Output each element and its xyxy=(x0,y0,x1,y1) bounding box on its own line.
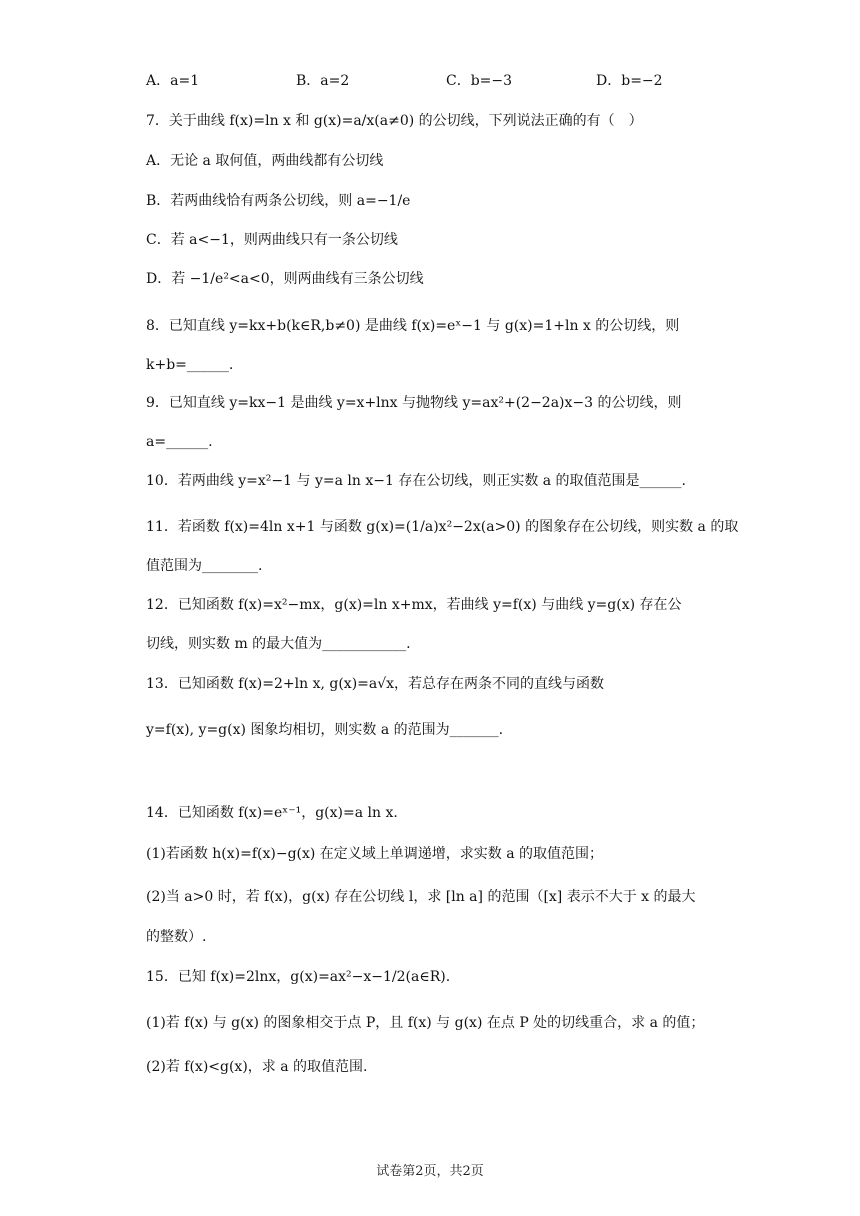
option-d: D．b=−2 xyxy=(596,73,663,89)
question-15: 15．已知 f(x)=2lnx，g(x)=ax²−x−1/2(a∈R). xyxy=(146,969,451,985)
question-8-answer: k+b=______. xyxy=(146,357,234,373)
question-14-part2: (2)当 a>0 时，若 f(x)，g(x) 存在公切线 l，求 [ln a] 的范围（[x] 表示不大于 x 的最大 xyxy=(146,889,696,905)
option-b: B．a=2 xyxy=(296,73,350,89)
question-14: 14．已知函数 f(x)=eˣ⁻¹，g(x)=a ln x. xyxy=(146,805,398,821)
question-8: 8．已知直线 y=kx+b(k∈R,b≠0) 是曲线 f(x)=eˣ−1 与 g(x)=1+ln x 的公切线，则 xyxy=(146,318,680,334)
question-10: 10．若两曲线 y=x²−1 与 y=a ln x−1 存在公切线，则正实数 a 的取值范围是______. xyxy=(146,473,687,489)
options-row xyxy=(146,70,746,92)
question-15-part1: (1)若 f(x) 与 g(x) 的图象相交于点 P，且 f(x) 与 g(x) 在点 P 处的切线重合，求 a 的值； xyxy=(146,1015,705,1031)
question-12-cont: 切线，则实数 m 的最大值为____________. xyxy=(146,636,411,652)
option-a: A．a=1 xyxy=(146,73,200,89)
question-11-cont: 值范围为________. xyxy=(146,558,263,574)
page-footer: 试卷第2页，共2页 xyxy=(376,1164,484,1179)
option-c: C．b=−3 xyxy=(446,73,513,89)
question-11: 11．若函数 f(x)=4ln x+1 与函数 g(x)=(1/a)x²−2x(a>0) 的图象存在公切线，则实数 a 的取 xyxy=(146,519,739,535)
q7-option-a: A．无论 a 取何值，两曲线都有公切线 xyxy=(146,153,384,169)
question-15-part2: (2)若 f(x)<g(x)，求 a 的取值范围. xyxy=(146,1059,368,1075)
question-13: 13．已知函数 f(x)=2+ln x, g(x)=a√x，若总存在两条不同的直线与函数 xyxy=(146,676,605,692)
q7-option-d: D．若 −1/e²<a<0，则两曲线有三条公切线 xyxy=(146,271,424,287)
question-9-answer: a=______. xyxy=(146,434,213,450)
question-9: 9．已知直线 y=kx−1 是曲线 y=x+lnx 与抛物线 y=ax²+(2−2a)x−3 的公切线，则 xyxy=(146,395,682,411)
question-7: 7．关于曲线 f(x)=ln x 和 g(x)=a/x(a≠0) 的公切线，下列说法正确的有（ ） xyxy=(146,113,643,129)
question-12: 12．已知函数 f(x)=x²−mx，g(x)=ln x+mx，若曲线 y=f(x) 与曲线 y=g(x) 存在公 xyxy=(146,597,682,613)
question-14-part2-cont: 的整数）. xyxy=(146,929,207,945)
q7-option-c: C．若 a<−1，则两曲线只有一条公切线 xyxy=(146,232,398,248)
question-13-cont: y=f(x), y=g(x) 图象均相切，则实数 a 的范围为_______. xyxy=(146,722,504,738)
q7-option-b: B．若两曲线恰有两条公切线，则 a=−1/e xyxy=(146,193,411,209)
question-14-part1: (1)若函数 h(x)=f(x)−g(x) 在定义域上单调递增，求实数 a 的取值范围； xyxy=(146,846,604,862)
